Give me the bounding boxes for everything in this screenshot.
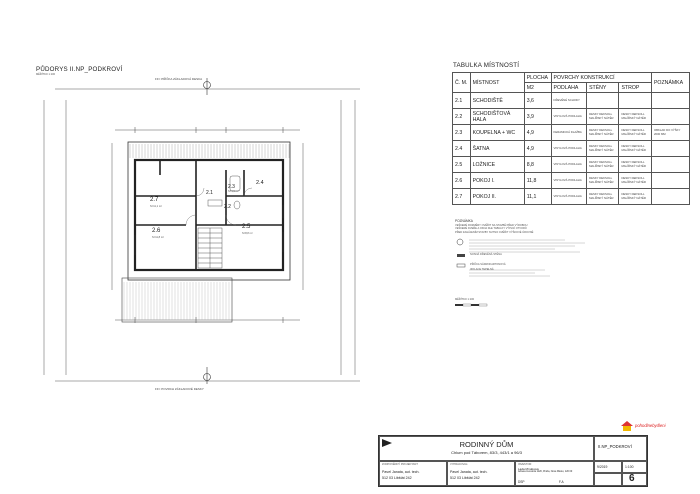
room-2-3-area: S=4,9 m² (228, 190, 239, 193)
row-ceiling: DESKY DEKSOLL MALÍŘSKÝ NÁTĚR (619, 109, 652, 125)
room-2-3-number: 2.3 (228, 184, 235, 190)
company-logo (620, 420, 680, 434)
row-room: KOUPELNA + WC (470, 125, 524, 141)
room-2-7-area: S=11,1 m² (150, 205, 162, 208)
row-floor: VINYLOVÁ PODLAHA (551, 189, 587, 205)
room-2-6-area: S=11,8 m² (152, 236, 164, 239)
col-area: PLOCHA (524, 73, 551, 83)
row-walls (587, 93, 619, 109)
row-note (651, 173, 689, 189)
legend-item: PŘÍČKA SÁDROKARTONOVÁ (470, 263, 506, 266)
plan-scale: MĚŘÍTKO 1:100 (36, 73, 56, 76)
row-area: 3,9 (524, 109, 551, 125)
logo-text: pohodlnebydleni (635, 423, 666, 428)
investor-label: INVESTOR: (518, 463, 532, 466)
project-name: RODINNÝ DŮM (459, 440, 514, 449)
row-num: 2.6 (453, 173, 471, 189)
col-room: MÍSTNOST (470, 73, 524, 93)
row-note (651, 141, 689, 157)
row-walls: DESKY DEKSOLL MALÍŘSKÝ NÁTĚR (587, 125, 619, 141)
author-label: VYPRACOVAL: (450, 463, 469, 466)
row-note (651, 157, 689, 173)
col-num: Č. M. (453, 73, 471, 93)
col-ceiling: STROP (619, 83, 652, 93)
legend-title: POZNÁMKA (455, 219, 473, 223)
row-walls: DESKY DEKSOLL MALÍŘSKÝ NÁTĚR (587, 109, 619, 125)
row-note (651, 93, 689, 109)
row-area: 4,9 (524, 141, 551, 157)
investor-name: Lada Mrnáková (518, 467, 539, 471)
legend-scale-label: MĚŘÍTKO 1:100 (455, 298, 475, 301)
level-bottom-text: FF= POVRCH ZÁKLADOVÉ DESKY (155, 387, 204, 391)
row-ceiling: DESKY DEKSOLL MALÍŘSKÝ NÁTĚR (619, 173, 652, 189)
stage: DSP (518, 480, 525, 484)
row-floor: VINYLOVÁ PODLAHA (551, 109, 587, 125)
plan-title: PŮDORYS II.NP_PODKROVÍ (36, 66, 123, 73)
legend-note: PŘED ZAHÁJENÍM STAVBY NUTNO OVĚŘIT VÝŠKOVÉ ÚROVNĚ (455, 230, 534, 234)
row-ceiling: DESKY DEKSOLL MALÍŘSKÝ NÁTĚR (619, 141, 652, 157)
scale: 1:100 (625, 465, 634, 469)
level-top-text: FF= PŘÍČKA ZÁKLADOVÁ DESKA (155, 77, 203, 81)
scale-bar (455, 303, 495, 309)
author-address: 512 03 Libštát 242 (450, 476, 480, 480)
row-walls: DESKY DEKSOLL MALÍŘSKÝ NÁTĚR (587, 189, 619, 205)
row-note (651, 189, 689, 205)
row-ceiling: DESKY DEKSOLL MALÍŘSKÝ NÁTĚR (619, 189, 652, 205)
row-num: 2.4 (453, 141, 471, 157)
table-row (453, 109, 690, 125)
legend-note: VEŠKERÉ DVEŘE A OKNA DLE TABULKY VÝPLNÍ OTVORŮ (455, 227, 527, 231)
title-block (378, 435, 648, 487)
legend-item: NOSNÁ DŘEVĚNÁ STĚNA (470, 253, 502, 256)
author-name: Pavel Janata, aut. tech. (450, 470, 488, 474)
table-title: TABULKA MÍSTNOSTÍ (453, 62, 520, 69)
room-2-6-number: 2.6 (152, 228, 161, 234)
row-room: POKOJ I. (470, 173, 524, 189)
row-floor: VINYLOVÁ PODLAHA (551, 157, 587, 173)
table-row (453, 141, 690, 157)
row-ceiling (619, 93, 652, 109)
col-walls: STĚNY (587, 83, 619, 93)
col-floor: PODLAHA (551, 83, 587, 93)
legend-item: IZOLACE TEPELNÁ (470, 268, 494, 271)
row-area: 3,6 (524, 93, 551, 109)
room-2-1-number: 2.1 (206, 190, 213, 196)
room-2-4-number: 2.4 (256, 180, 264, 186)
row-area: 11,1 (524, 189, 551, 205)
designer-address: 512 03 Libštát 242 (382, 476, 412, 480)
row-floor: KERAMICKÁ DLAŽBA (551, 125, 587, 141)
table-row (453, 157, 690, 173)
legend-notes (455, 224, 595, 234)
room-2-7-number: 2.7 (150, 197, 159, 203)
row-area: 4,9 (524, 125, 551, 141)
row-room: ŠATNA (470, 141, 524, 157)
table-row (453, 173, 690, 189)
row-room: SCHODIŠŤOVÁ HALA (470, 109, 524, 125)
part: F.A (559, 480, 564, 484)
designer-name: Pavel Janata, aut. tech. (382, 470, 420, 474)
row-num: 2.7 (453, 189, 471, 205)
drawing-name: II.NP_PODKROVÍ (598, 444, 632, 449)
row-note (651, 109, 689, 125)
col-area-unit: M2 (524, 83, 551, 93)
row-num: 2.3 (453, 125, 471, 141)
row-walls: DESKY DEKSOLL MALÍŘSKÝ NÁTĚR (587, 157, 619, 173)
room-2-5-area: S=8,8 m² (242, 232, 253, 235)
investor-address: Adresa investora 1120, Praha, Nové Město, 120 00 (518, 470, 573, 473)
row-area: 11,8 (524, 173, 551, 189)
room-2-5-number: 2.5 (242, 224, 251, 230)
project-location: Chlum pod Táborem, 83/3, 443/1 a 96/3 (451, 450, 522, 455)
row-num: 2.2 (453, 109, 471, 125)
row-walls: DESKY DEKSOLL MALÍŘSKÝ NÁTĚR (587, 141, 619, 157)
table-row (453, 125, 690, 141)
sheet-number: 6 (629, 473, 635, 484)
row-num: 2.5 (453, 157, 471, 173)
row-floor: VINYLOVÁ PODLAHA (551, 173, 587, 189)
row-floor: DŘEVĚNÉ SCHODY (551, 93, 587, 109)
col-note: POZNÁMKA (651, 73, 689, 93)
row-room: LOŽNICE (470, 157, 524, 173)
legend-note: VEŠKERÉ ROZMĚRY OVĚŘIT NA STAVBĚ PŘED VÝROBOU (455, 224, 528, 227)
row-ceiling: DESKY DEKSOLL MALÍŘSKÝ NÁTĚR (619, 125, 652, 141)
col-surfaces: POVRCHY KONSTRUKCÍ (551, 73, 651, 83)
table-row (453, 93, 690, 109)
row-ceiling: DESKY DEKSOLL MALÍŘSKÝ NÁTĚR (619, 157, 652, 173)
row-walls: DESKY DEKSOLL MALÍŘSKÝ NÁTĚR (587, 173, 619, 189)
row-floor: VINYLOVÁ PODLAHA (551, 141, 587, 157)
row-area: 8,8 (524, 157, 551, 173)
row-num: 2.1 (453, 93, 471, 109)
room-table (452, 72, 690, 205)
house-logo-icon (620, 420, 634, 432)
row-note: OBKLAD DO VÝŠKY 2000 MM (651, 125, 689, 141)
date: 9/2019 (597, 465, 608, 469)
row-room: POKOJ II. (470, 189, 524, 205)
designer-label: ZODPOVĚDNÝ PROJEKTANT: (382, 463, 419, 466)
row-room: SCHODIŠTĚ (470, 93, 524, 109)
table-row (453, 189, 690, 205)
level-label-top (155, 76, 202, 81)
room-2-2-number: 2.2 (224, 204, 231, 210)
